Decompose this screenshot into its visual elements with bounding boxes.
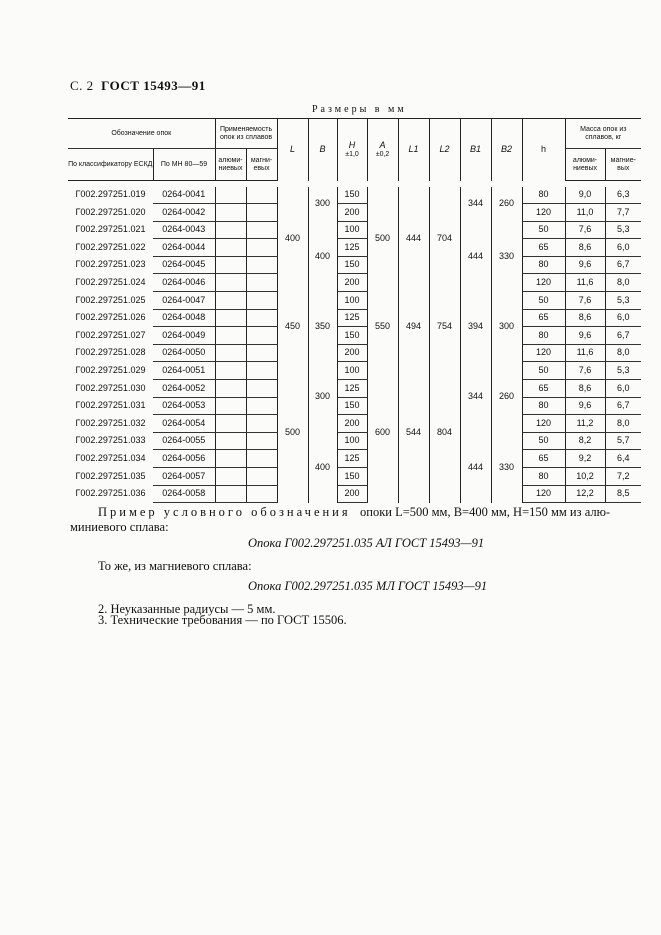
header-by-mn: По МН 80—59 (153, 149, 215, 181)
note-radii: 2. Неуказанные радиусы — 5 мм. (98, 602, 276, 616)
dimension-H: 150 (337, 468, 367, 486)
dimension-H: 100 (337, 292, 367, 310)
dimension-H: 125 (337, 380, 367, 398)
mass-magnesium: 6,0 (605, 239, 641, 257)
header-designation: Обозначение опок (68, 119, 215, 149)
mass-aluminum: 9,6 (565, 256, 605, 274)
dimension-H: 125 (337, 239, 367, 257)
dimension-H: 200 (337, 274, 367, 292)
dimension-h: 50 (522, 362, 565, 380)
eskd-code: Г002.297251.021 (75, 224, 146, 235)
mn-code: 0264-0049 (153, 327, 215, 345)
mass-magnesium: 6,0 (605, 309, 641, 327)
eskd-code: Г002.297251.030 (75, 382, 146, 393)
aluminum-applicability (215, 292, 246, 310)
table-row (68, 256, 641, 274)
header-A (367, 119, 398, 181)
mass-magnesium: 6,7 (605, 397, 641, 415)
table-row (68, 380, 641, 398)
dimension-B1: 444 (460, 432, 491, 502)
mn-code: 0264-0045 (153, 256, 215, 274)
mass-magnesium: 5,7 (605, 432, 641, 450)
mass-aluminum: 8,6 (565, 380, 605, 398)
dimension-B: 300 (308, 187, 337, 222)
dimension-h: 50 (522, 292, 565, 310)
note-requirements: 3. Технические требования — по ГОСТ 15506. (98, 613, 347, 627)
example-text: опоки L=500 мм, B=400 мм, H=150 мм из алю- (360, 505, 611, 519)
magnesium-applicability (246, 327, 277, 345)
mass-magnesium: 8,0 (605, 344, 641, 362)
mn-code: 0264-0048 (153, 309, 215, 327)
mass-aluminum: 9,0 (565, 187, 605, 204)
header-aluminum: алюми-ниевых (215, 149, 246, 181)
header-H (337, 119, 367, 181)
dimension-h: 80 (522, 187, 565, 204)
magnesium-applicability (246, 468, 277, 486)
table-row (68, 292, 641, 310)
magnesium-applicability (246, 344, 277, 362)
header-mass-aluminum: алюми-ниевых (565, 149, 605, 181)
table-row (68, 239, 641, 257)
dimension-B: 400 (308, 221, 337, 291)
mn-code: 0264-0053 (153, 397, 215, 415)
table-row (68, 221, 641, 239)
mass-aluminum: 7,6 (565, 221, 605, 239)
standard-number: ГОСТ 15493—91 (101, 78, 206, 93)
dimension-H: 100 (337, 362, 367, 380)
dimension-L2: 704 (429, 187, 460, 292)
page-header (70, 78, 206, 94)
magnesium-applicability (246, 256, 277, 274)
mass-magnesium: 5,3 (605, 362, 641, 380)
mass-aluminum: 11,6 (565, 274, 605, 292)
mass-magnesium: 6,3 (605, 187, 641, 204)
dimension-h: 65 (522, 380, 565, 398)
magnesium-applicability (246, 432, 277, 450)
mass-aluminum: 9,6 (565, 327, 605, 345)
aluminum-applicability (215, 468, 246, 486)
mn-code: 0264-0052 (153, 380, 215, 398)
header-B1: B1 (460, 119, 491, 181)
dimension-B: 300 (308, 362, 337, 432)
dimension-H: 200 (337, 344, 367, 362)
dimensions-table (68, 118, 641, 503)
dimension-h: 120 (522, 344, 565, 362)
eskd-code: Г002.297251.032 (75, 417, 146, 428)
mass-aluminum: 10,2 (565, 468, 605, 486)
eskd-code: Г002.297251.028 (75, 347, 146, 358)
dimension-B2: 260 (491, 187, 522, 222)
mass-magnesium: 6,4 (605, 450, 641, 468)
header-B: B (308, 119, 337, 181)
table-row (68, 274, 641, 292)
dimension-h: 120 (522, 204, 565, 222)
dimension-h: 120 (522, 274, 565, 292)
table-caption: Размеры в мм (312, 104, 407, 115)
aluminum-applicability (215, 485, 246, 503)
dimension-H: 150 (337, 397, 367, 415)
eskd-code: Г002.297251.027 (75, 329, 146, 340)
mn-code: 0264-0043 (153, 221, 215, 239)
mn-code: 0264-0051 (153, 362, 215, 380)
dimension-h: 80 (522, 397, 565, 415)
magnesium-applicability (246, 187, 277, 204)
aluminum-applicability (215, 187, 246, 204)
dimension-B1: 344 (460, 362, 491, 432)
dimension-L1: 494 (398, 292, 429, 362)
mn-code: 0264-0055 (153, 432, 215, 450)
table-row (68, 344, 641, 362)
eskd-code: Г002.297251.035 (75, 470, 146, 481)
dimension-L: 500 (277, 362, 308, 503)
dimension-H: 125 (337, 450, 367, 468)
mass-aluminum: 11,6 (565, 344, 605, 362)
dimension-B2: 330 (491, 221, 522, 291)
dimension-B: 400 (308, 432, 337, 502)
mn-code: 0264-0046 (153, 274, 215, 292)
aluminum-applicability (215, 362, 246, 380)
mn-code: 0264-0041 (153, 187, 215, 204)
aluminum-applicability (215, 309, 246, 327)
mn-code: 0264-0054 (153, 415, 215, 433)
dimension-H: 200 (337, 204, 367, 222)
same-as-magnesium: То же, из магниевого сплава: (98, 559, 252, 573)
mass-aluminum: 11,2 (565, 415, 605, 433)
dimension-h: 65 (522, 309, 565, 327)
table-row (68, 432, 641, 450)
mass-aluminum: 12,2 (565, 485, 605, 503)
table-row (68, 204, 641, 222)
aluminum-applicability (215, 415, 246, 433)
aluminum-applicability (215, 274, 246, 292)
dimension-B1: 394 (460, 292, 491, 362)
magnesium-applicability (246, 274, 277, 292)
dimension-L2: 754 (429, 292, 460, 362)
mass-aluminum: 7,6 (565, 362, 605, 380)
eskd-code: Г002.297251.031 (75, 400, 146, 411)
dimension-B2: 260 (491, 362, 522, 432)
table-row (68, 415, 641, 433)
aluminum-applicability (215, 397, 246, 415)
table-row (68, 309, 641, 327)
dimension-H: 150 (337, 327, 367, 345)
page-number: С. 2 (70, 78, 94, 93)
header-mass: Масса опок из сплавов, кг (565, 119, 641, 149)
dimension-B2: 330 (491, 432, 522, 502)
mass-aluminum: 9,6 (565, 397, 605, 415)
table-row (68, 362, 641, 380)
mass-aluminum: 8,6 (565, 239, 605, 257)
dimension-h: 80 (522, 327, 565, 345)
table-row (68, 450, 641, 468)
table-row (68, 327, 641, 345)
dimension-B1: 344 (460, 187, 491, 222)
eskd-code: Г002.297251.029 (75, 365, 146, 376)
dimension-h: 65 (522, 450, 565, 468)
magnesium-applicability (246, 450, 277, 468)
table-row (68, 397, 641, 415)
table-body (68, 187, 641, 503)
header-H-tolerance: ±1,0 (345, 150, 359, 158)
aluminum-applicability (215, 380, 246, 398)
aluminum-applicability (215, 327, 246, 345)
example-continuation: миниевого сплава: (70, 520, 169, 534)
dimension-L: 400 (277, 187, 308, 292)
dimension-H: 125 (337, 309, 367, 327)
mass-magnesium: 5,3 (605, 292, 641, 310)
mass-magnesium: 6,7 (605, 327, 641, 345)
table-row (68, 468, 641, 486)
dimension-H: 200 (337, 485, 367, 503)
aluminum-applicability (215, 221, 246, 239)
header-L1: L1 (398, 119, 429, 181)
eskd-code: Г002.297251.025 (75, 294, 146, 305)
mass-aluminum: 9,2 (565, 450, 605, 468)
aluminum-applicability (215, 239, 246, 257)
dimension-A: 500 (367, 187, 398, 292)
table-row (68, 485, 641, 503)
mass-magnesium: 7,7 (605, 204, 641, 222)
dimension-B1: 444 (460, 221, 491, 291)
header-L2: L2 (429, 119, 460, 181)
eskd-code: Г002.297251.022 (75, 241, 146, 252)
eskd-code: Г002.297251.019 (75, 189, 146, 200)
dimension-L1: 444 (398, 187, 429, 292)
header-magnesium: магни-евых (246, 149, 277, 181)
mn-code: 0264-0044 (153, 239, 215, 257)
magnesium-applicability (246, 485, 277, 503)
mass-aluminum: 8,2 (565, 432, 605, 450)
mass-magnesium: 6,0 (605, 380, 641, 398)
header-L: L (277, 119, 308, 181)
dimension-H: 200 (337, 415, 367, 433)
mass-magnesium: 5,3 (605, 221, 641, 239)
header-by-classifier: По классификатору ЕСКД (68, 149, 153, 181)
aluminum-applicability (215, 450, 246, 468)
dimension-B: 350 (308, 292, 337, 362)
designation-aluminum: Опока Г002.297251.035 АЛ ГОСТ 15493—91 (248, 536, 485, 550)
mass-aluminum: 7,6 (565, 292, 605, 310)
dimension-H: 100 (337, 221, 367, 239)
header-A-tolerance: ±0,2 (375, 150, 390, 158)
mn-code: 0264-0050 (153, 344, 215, 362)
aluminum-applicability (215, 204, 246, 222)
header-h: h (522, 119, 565, 181)
dimension-h: 80 (522, 468, 565, 486)
mass-magnesium: 8,0 (605, 274, 641, 292)
eskd-code: Г002.297251.033 (75, 435, 146, 446)
dimension-h: 50 (522, 432, 565, 450)
magnesium-applicability (246, 309, 277, 327)
eskd-code: Г002.297251.020 (75, 206, 146, 217)
header-application: Применяемость опок из сплавов (215, 119, 277, 149)
magnesium-applicability (246, 239, 277, 257)
header-B2: B2 (491, 119, 522, 181)
mass-aluminum: 8,6 (565, 309, 605, 327)
mass-magnesium: 7,2 (605, 468, 641, 486)
dimension-H: 150 (337, 187, 367, 204)
aluminum-applicability (215, 344, 246, 362)
dimension-h: 80 (522, 256, 565, 274)
example-title: Пример условного обозначения (98, 505, 351, 519)
eskd-code: Г002.297251.024 (75, 277, 146, 288)
example-line (98, 505, 661, 520)
magnesium-applicability (246, 415, 277, 433)
mass-magnesium: 8,5 (605, 485, 641, 503)
mn-code: 0264-0056 (153, 450, 215, 468)
dimension-L2: 804 (429, 362, 460, 503)
dimension-H: 150 (337, 256, 367, 274)
designation-magnesium: Опока Г002.297251.035 МЛ ГОСТ 15493—91 (248, 579, 488, 593)
magnesium-applicability (246, 362, 277, 380)
mass-magnesium: 8,0 (605, 415, 641, 433)
magnesium-applicability (246, 380, 277, 398)
eskd-code: Г002.297251.026 (75, 312, 146, 323)
header-H-symbol: H (348, 140, 356, 151)
magnesium-applicability (246, 292, 277, 310)
dimension-L: 450 (277, 292, 308, 362)
mn-code: 0264-0057 (153, 468, 215, 486)
mass-magnesium: 6,7 (605, 256, 641, 274)
dimension-B2: 300 (491, 292, 522, 362)
header-mass-magnesium: магние-вых (605, 149, 641, 181)
aluminum-applicability (215, 432, 246, 450)
aluminum-applicability (215, 256, 246, 274)
magnesium-applicability (246, 397, 277, 415)
eskd-code: Г002.297251.034 (75, 452, 146, 463)
table-row (68, 187, 641, 204)
mn-code: 0264-0058 (153, 485, 215, 503)
eskd-code: Г002.297251.036 (75, 488, 146, 499)
magnesium-applicability (246, 204, 277, 222)
dimension-L1: 544 (398, 362, 429, 503)
mn-code: 0264-0047 (153, 292, 215, 310)
dimension-H: 100 (337, 432, 367, 450)
eskd-code: Г002.297251.023 (75, 259, 146, 270)
dimension-h: 50 (522, 221, 565, 239)
mn-code: 0264-0042 (153, 204, 215, 222)
mass-aluminum: 11,0 (565, 204, 605, 222)
dimension-h: 120 (522, 485, 565, 503)
dimension-A: 550 (367, 292, 398, 362)
dimension-h: 120 (522, 415, 565, 433)
dimension-A: 600 (367, 362, 398, 503)
header-A-symbol: A (379, 140, 386, 151)
magnesium-applicability (246, 221, 277, 239)
dimension-h: 65 (522, 239, 565, 257)
